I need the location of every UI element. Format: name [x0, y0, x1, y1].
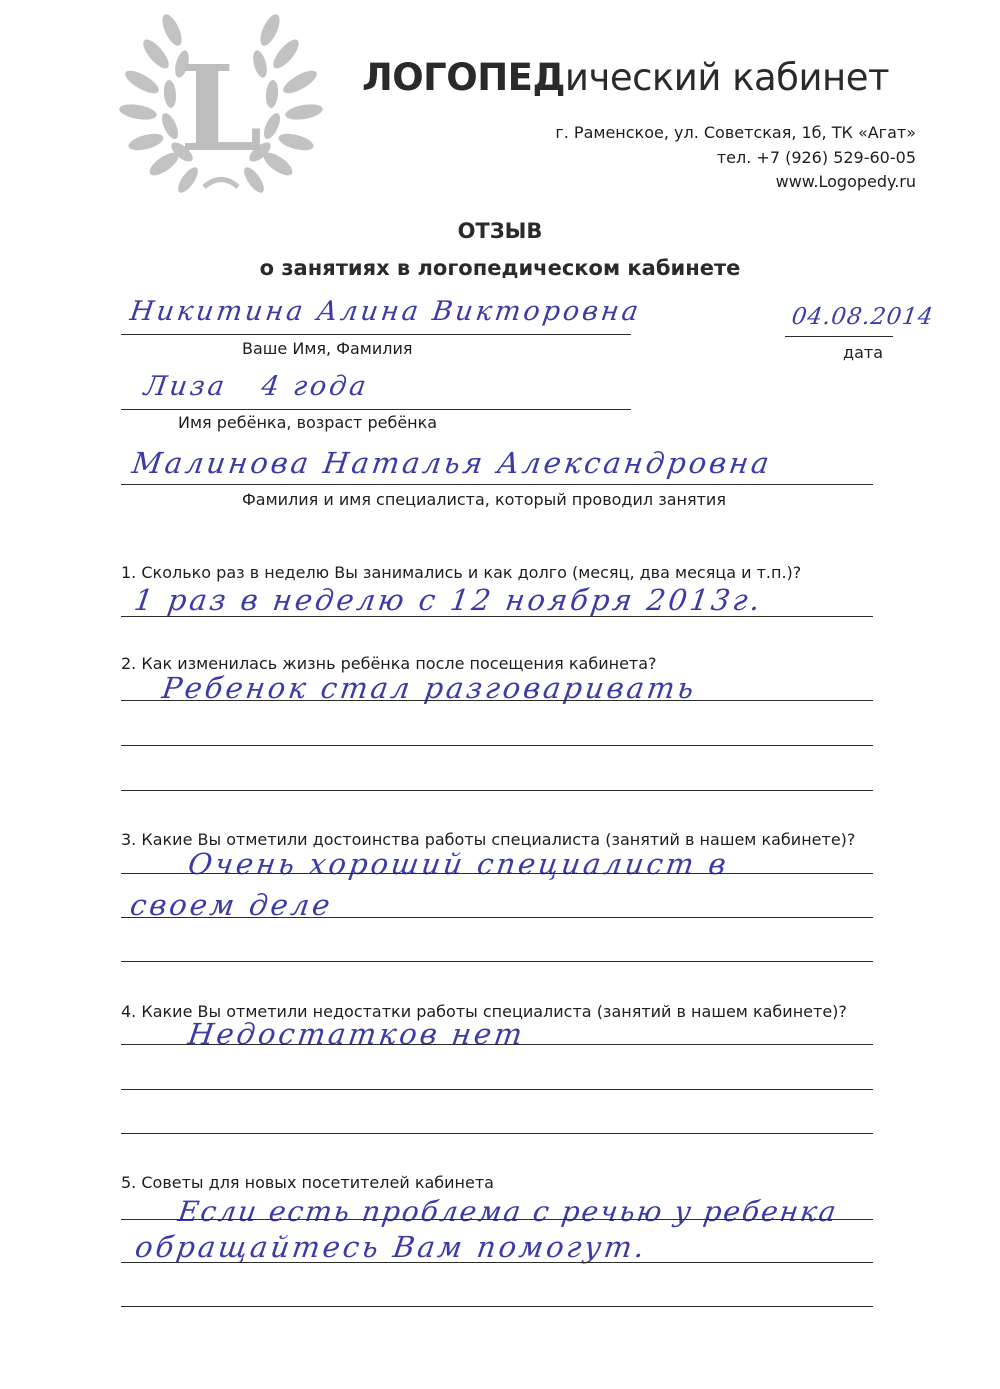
answer-q5-line2: обращайтесь Вам помогут.: [133, 1230, 650, 1264]
form-subtitle: о занятиях в логопедическом кабинете: [259, 256, 741, 280]
question-5: 5. Советы для новых посетителей кабинета: [121, 1173, 494, 1192]
q4-line-3: [121, 1133, 873, 1134]
brand-rest: ический кабинет: [564, 56, 890, 99]
answer-date: 04.08.2014: [790, 304, 936, 330]
q3-line-2: [121, 917, 873, 918]
q4-line-2: [121, 1089, 873, 1090]
laurel-logo-icon: [112, 12, 330, 197]
name-line: [121, 334, 631, 335]
answer-q2: Ребенок стал разговаривать: [160, 671, 699, 705]
q2-line-1: [121, 700, 873, 701]
q4-line-1: [121, 1044, 873, 1045]
specialist-line: [121, 484, 873, 485]
answer-q4: Недостатков нет: [186, 1017, 528, 1051]
answer-child: Лиза 4 года: [142, 371, 371, 402]
answer-q3-line1: Очень хороший специалист в: [186, 847, 732, 881]
q3-line-1: [121, 873, 873, 874]
question-1: 1. Сколько раз в неделю Вы занимались и как долго (месяц, два месяца и т.п.)?: [121, 563, 802, 582]
answer-q1: 1 раз в неделю с 12 ноября 2013г.: [132, 583, 766, 617]
name-caption: Ваше Имя, Фамилия: [242, 339, 413, 358]
child-caption: Имя ребёнка, возраст ребёнка: [178, 413, 438, 432]
website: www.Logopedy.ru: [775, 172, 916, 191]
answer-q3-line2: своем деле: [128, 888, 335, 922]
date-line: [785, 336, 893, 337]
date-caption: дата: [843, 343, 883, 362]
question-3: 3. Какие Вы отметили достоинства работы специалиста (занятий в нашем кабинете)?: [121, 830, 856, 849]
child-line: [121, 409, 631, 410]
logo-letter: L: [179, 39, 263, 178]
q1-line-1: [121, 616, 873, 617]
specialist-caption: Фамилия и имя специалиста, который проводил занятия: [242, 490, 726, 509]
phone: тел. +7 (926) 529-60-05: [716, 148, 916, 167]
question-2: 2. Как изменилась жизнь ребёнка после посещения кабинета?: [121, 654, 657, 673]
q5-line-1: [121, 1219, 873, 1220]
brand-title: [362, 56, 889, 99]
address: г. Раменское, ул. Советская, 1б, ТК «Агат»: [555, 123, 916, 142]
q5-line-3: [121, 1306, 873, 1307]
q3-line-3: [121, 961, 873, 962]
question-4: 4. Какие Вы отметили недостатки работы специалиста (занятий в нашем кабинете)?: [121, 1002, 847, 1021]
brand-caps: ЛОГОПЕД: [362, 56, 565, 99]
q2-line-3: [121, 790, 873, 791]
answer-q5-line1: Если есть проблема с речью у ребенка: [176, 1195, 841, 1228]
form-title: ОТЗЫВ: [457, 219, 543, 243]
answer-specialist: Малинова Наталья Александровна: [130, 446, 775, 480]
q2-line-2: [121, 745, 873, 746]
q5-line-2: [121, 1262, 873, 1263]
answer-name: Никитина Алина Викторовна: [128, 296, 644, 327]
